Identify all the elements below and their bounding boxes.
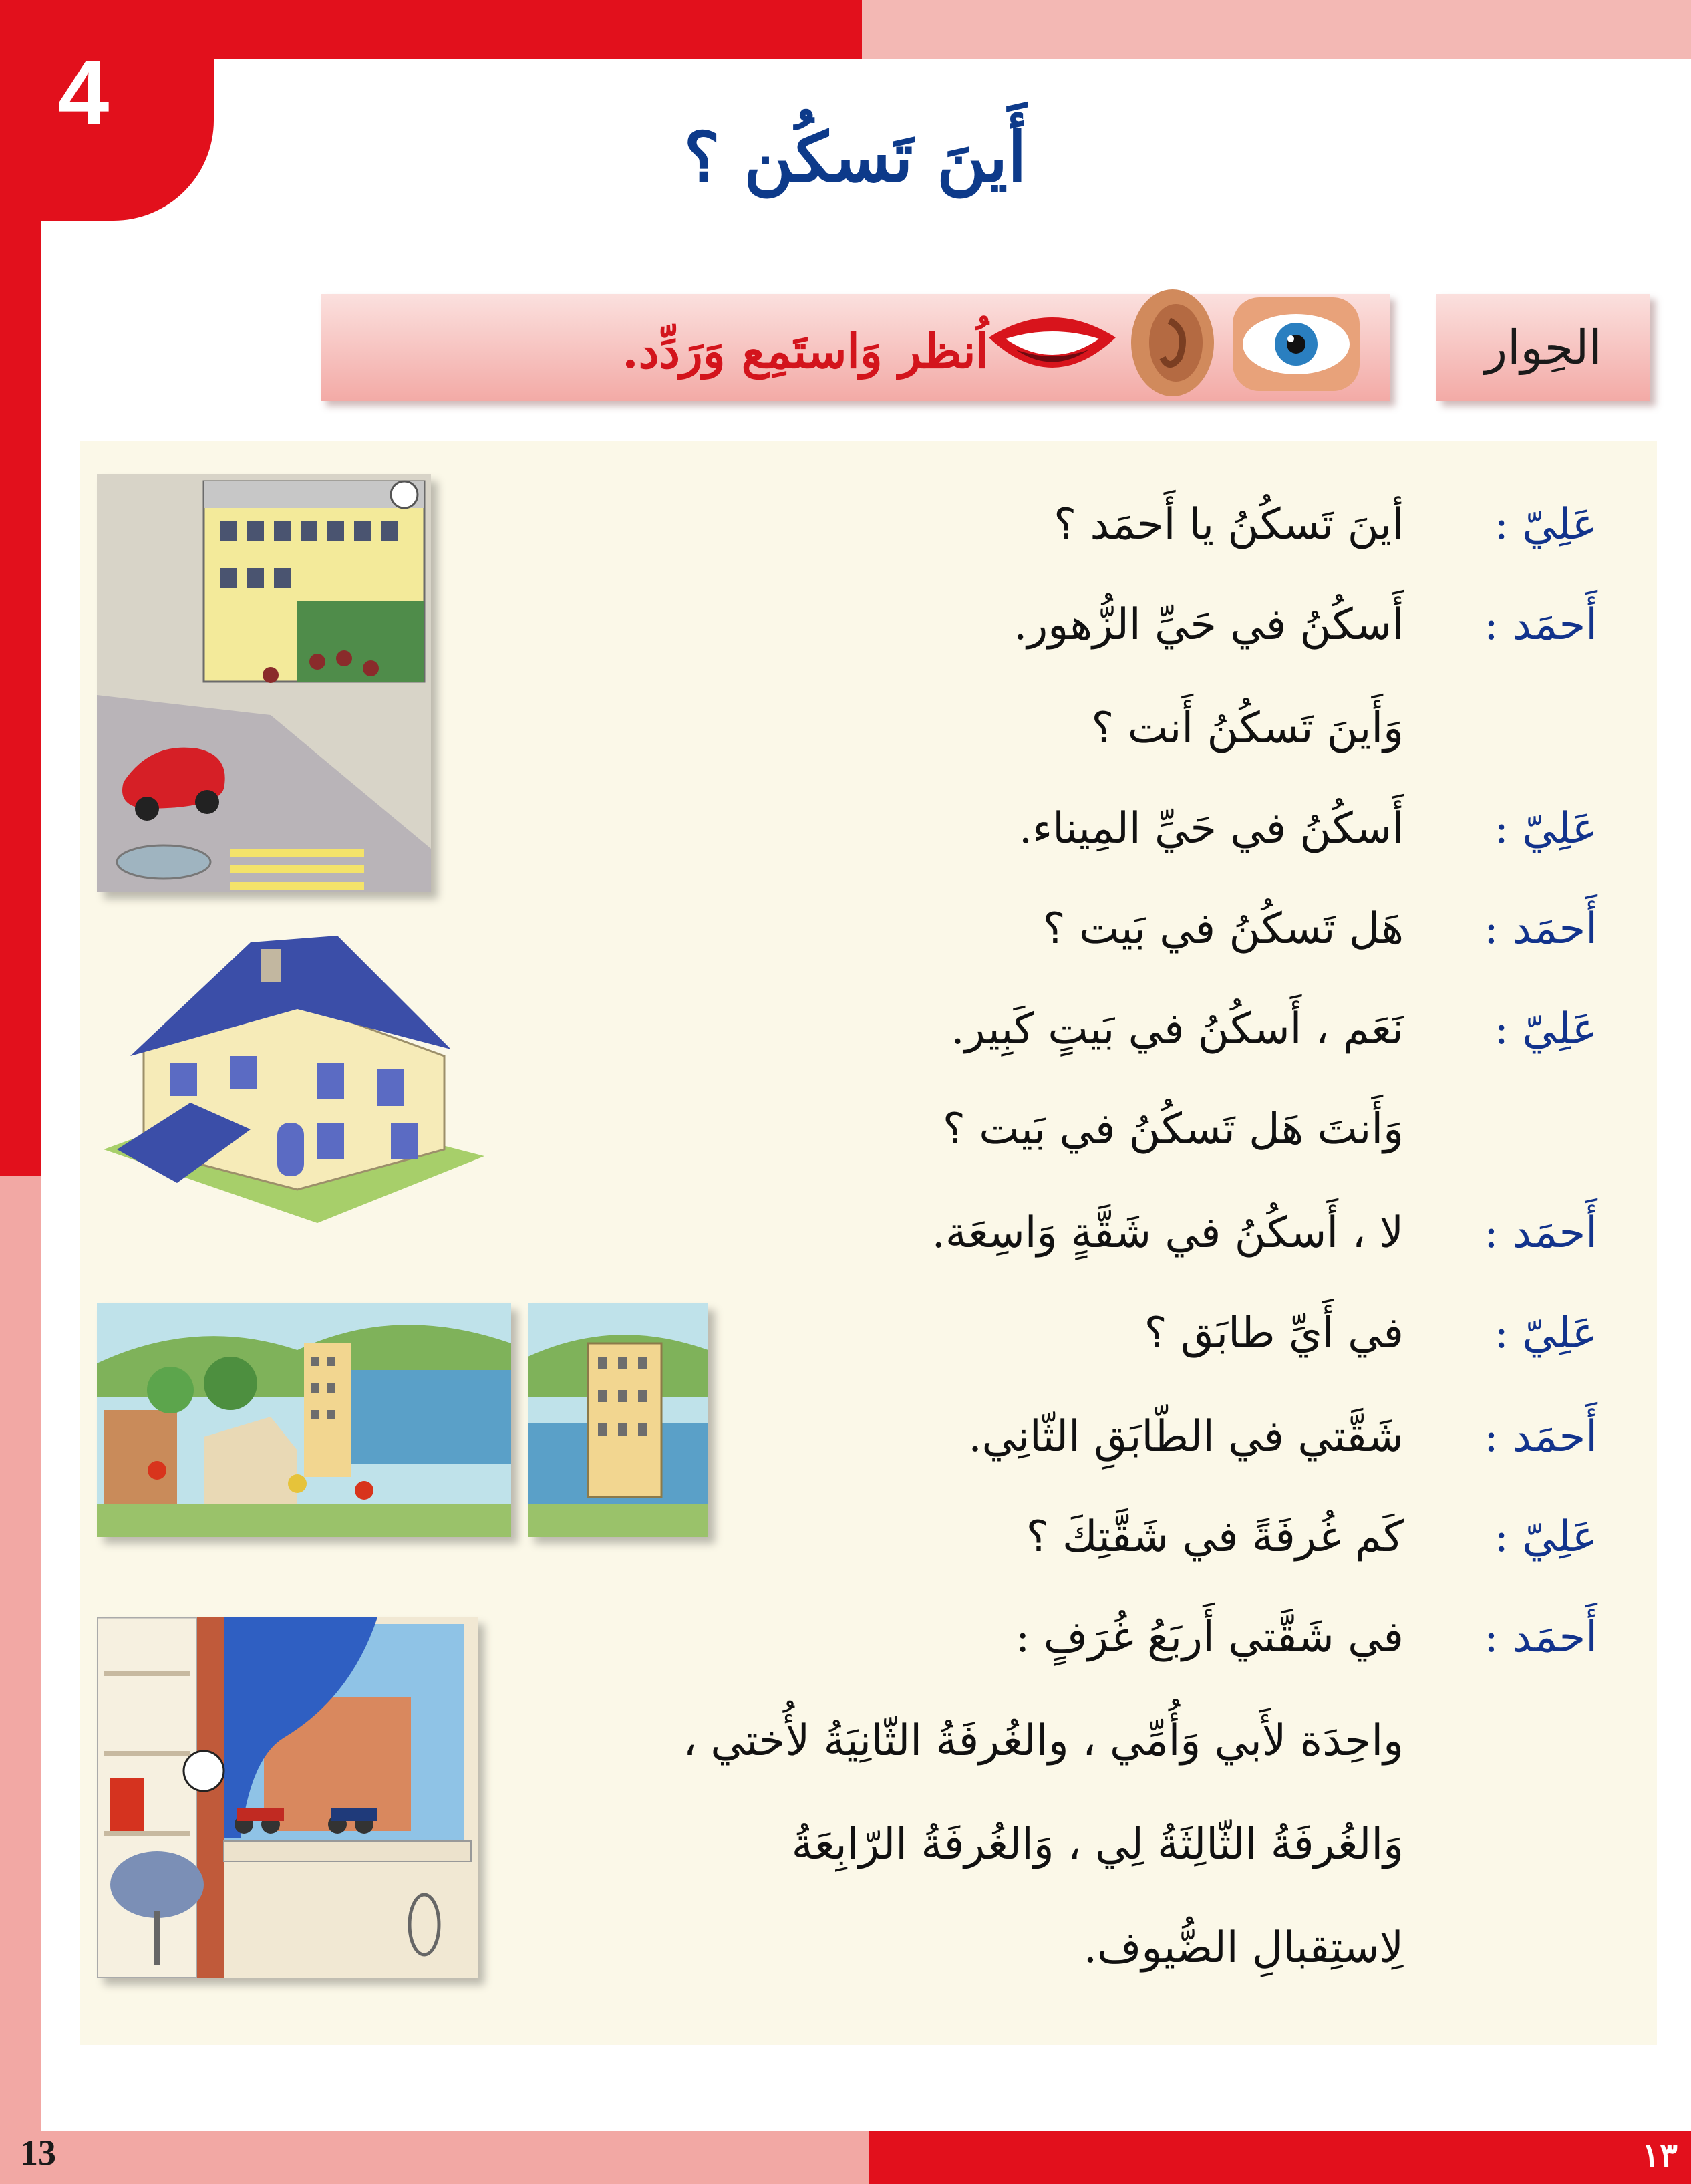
instruction-text: اُنظر وَاستَمِع وَرَدِّد. [622, 323, 989, 379]
dialogue-line: وَأَنتَ هَل تَسكُنُ في بَيت ؟ [942, 1105, 1404, 1154]
dialogue-line: أينَ تَسكُنُ يا أَحمَد ؟ [1054, 500, 1404, 549]
dialogue-speaker: عَلِيّ : [1494, 1004, 1597, 1054]
dialogue-speaker: عَلِيّ : [1494, 1309, 1597, 1358]
dialogue-line: لا ، أَسكُنُ في شَقَّةٍ وَاسِعَة. [931, 1208, 1404, 1258]
bottom-pink-band [0, 2131, 869, 2184]
section-label: الحِوار [1485, 320, 1602, 375]
page-number-arabic: ١٣ [1642, 2137, 1678, 2174]
top-pink-band [862, 0, 1691, 59]
dialogue-speaker: عَلِيّ : [1494, 500, 1597, 549]
dialogue-line: وَالغُرفَةُ الثّالِثَةُ لِي ، وَالغُرفَةُ الرّابِعَةُ [791, 1820, 1404, 1869]
left-pink-margin [0, 1176, 41, 2184]
bottom-red-band [869, 2131, 1691, 2184]
lesson-number-tab [0, 0, 214, 221]
dialogue-line: وَأَينَ تَسكُنُ أَنت ؟ [1091, 704, 1404, 753]
dialogue-line: هَل تَسكُنُ في بَيت ؟ [1042, 904, 1404, 954]
dialogue-speaker: أَحمَد : [1484, 1613, 1597, 1662]
ear-icon [1122, 284, 1223, 401]
dialogue-speaker: عَلِيّ : [1494, 1512, 1597, 1562]
dialogue-line: نَعَم ، أَسكُنُ في بَيتٍ كَبِير. [951, 1004, 1404, 1054]
dialogue-speaker: أَحمَد : [1484, 1412, 1597, 1462]
dialogue-line: في أَيِّ طابَق ؟ [1144, 1309, 1404, 1358]
house-illustration [97, 929, 484, 1223]
dialogue-line: لِاستِقبالِ الضُّيوف. [1083, 1923, 1404, 1973]
lesson-title: أَينَ تَسكُن ؟ [683, 118, 1027, 198]
dialogue-speaker: أَحمَد : [1484, 1208, 1597, 1258]
dialogue-line: في شَقَّتي أَربَعُ غُرَفٍ : [1015, 1613, 1404, 1662]
dialogue-line: شَقَّتي في الطّابَقِ الثّانِي. [968, 1412, 1404, 1462]
eye-icon [1229, 284, 1363, 401]
lesson-number: 4 [57, 41, 110, 144]
dialogue-line: أَسكُنُ في حَيِّ المِيناء. [1018, 804, 1404, 853]
section-label-box [1436, 294, 1650, 401]
dialogue-speaker: عَلِيّ : [1494, 804, 1597, 853]
dialogue-speaker: أَحمَد : [1484, 904, 1597, 954]
mouth-icon [985, 284, 1119, 401]
dialogue-line: واحِدَة لأَبي وَأُمِّي ، والغُرفَةُ الثّانِيَةُ لأُختي ، [683, 1716, 1404, 1766]
dialogue-speaker: أَحمَد : [1484, 600, 1597, 650]
page-number-latin: 13 [20, 2133, 56, 2173]
dialogue-line: أَسكُنُ في حَيِّ الزُّهور. [1014, 600, 1404, 650]
dialogue-line: كَم غُرفَةً في شَقَّتِكَ ؟ [1026, 1512, 1404, 1562]
